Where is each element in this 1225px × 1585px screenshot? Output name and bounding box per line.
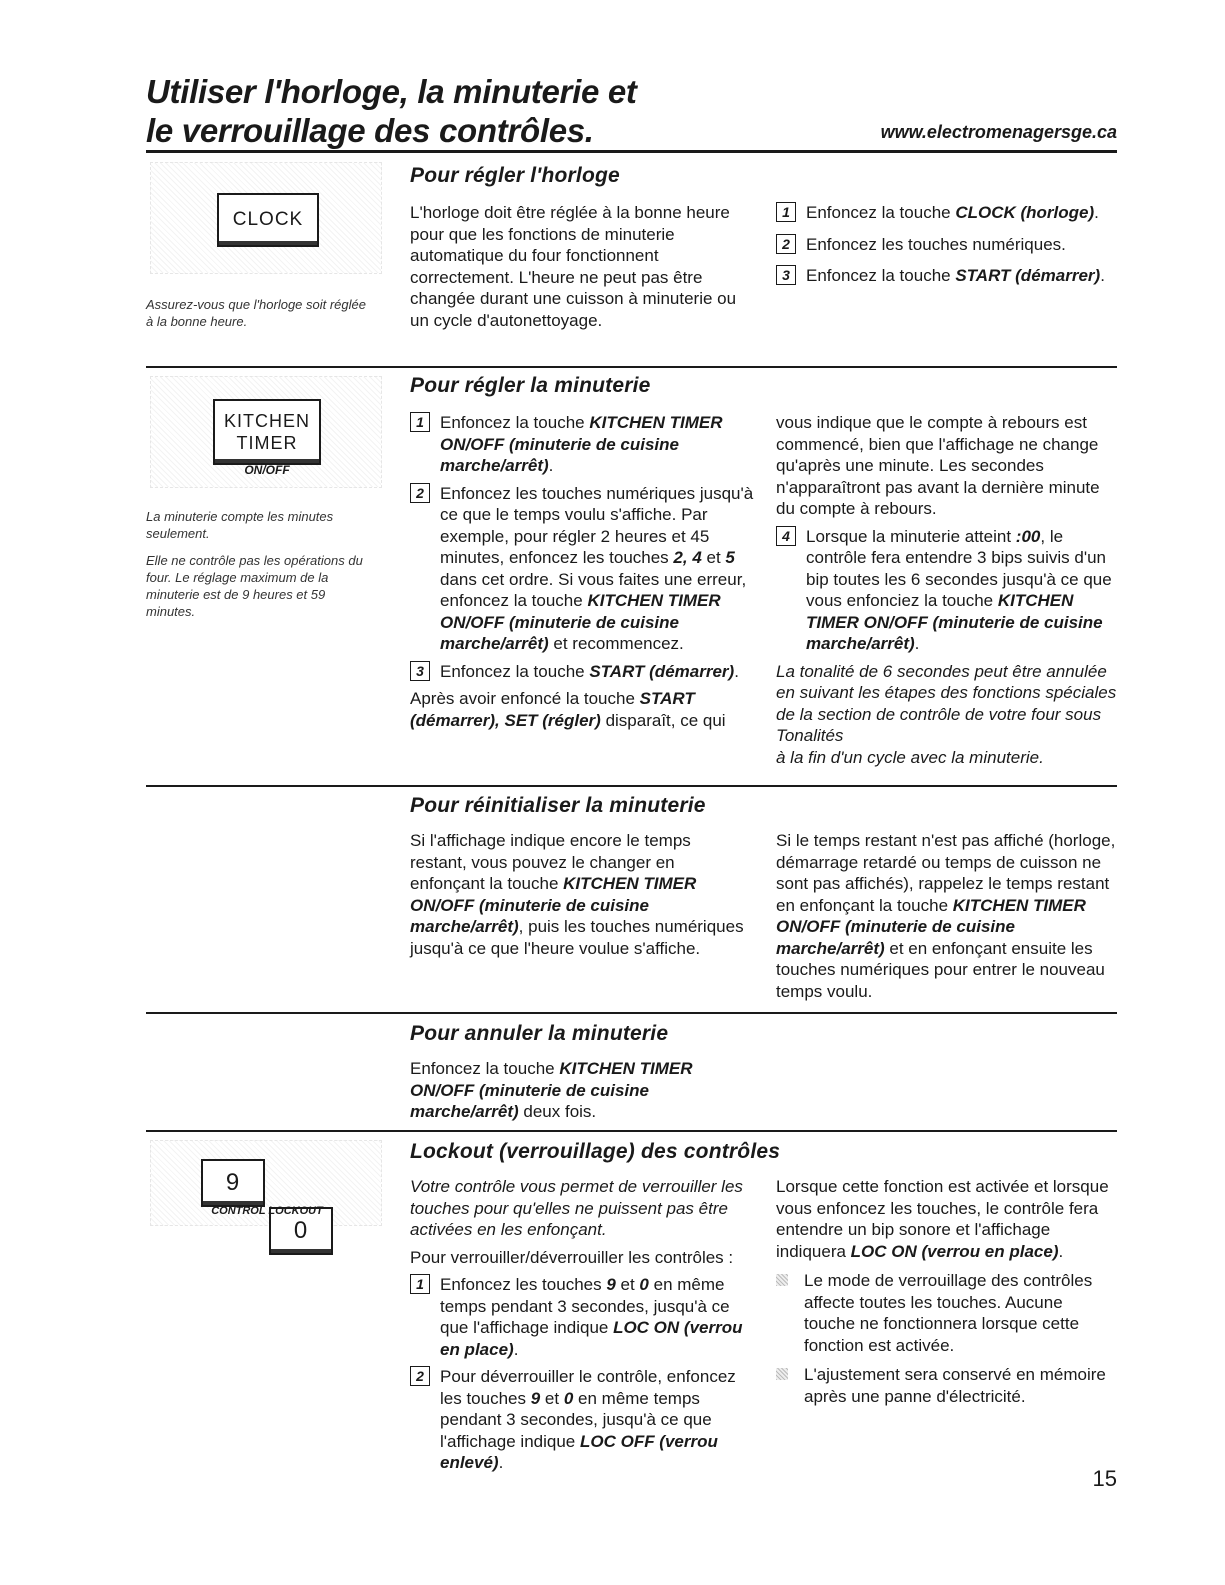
clock-key bbox=[217, 193, 319, 247]
step-number: 1 bbox=[410, 412, 430, 432]
clock-caption: Assurez-vous que l'horloge soit réglée à la bonne heure. bbox=[146, 297, 366, 329]
bullet-icon bbox=[776, 1368, 788, 1380]
kitchen-timer-key-illustration bbox=[150, 376, 382, 488]
clock-step-1: 1 Enfoncez la touche CLOCK (horloge). bbox=[776, 202, 1116, 224]
section-rule bbox=[146, 1012, 1117, 1014]
key-line-1: KITCHEN bbox=[223, 411, 310, 431]
timer-right-column: vous indique que le compte à rebours est commencé, bien que l'affichage ne change qu'après une minute. Les secondes n'apparaîtront pas avant la dernière minute du compte à rebours. 4 Lorsque la minuterie atteint :00, le contrôle fera entendre 3 bips suivis d'un bip toutes les 6 secondes jusqu'à ce que vous enfonciez la touche KITCHEN TIMER ON/OFF (minuterie de cuisine marche/arrêt). La tonalité de 6 secondes peut être annulée en suivant les étapes des fonctions spéciales de la section de contrôle de votre four sous Tonalités à la fin d'un cycle avec la minuterie. bbox=[776, 413, 1117, 767]
cancel-body: Enfoncez la touche KITCHEN TIMER ON/OFF (minuterie de cuisine marche/arrêt) deux fois. bbox=[410, 1059, 693, 1121]
clock-key-illustration bbox=[150, 162, 382, 274]
step-number: 2 bbox=[410, 1366, 430, 1386]
key-9 bbox=[201, 1159, 265, 1207]
kitchen-timer-sublabel: ON/OFF bbox=[244, 463, 290, 477]
kitchen-timer-key bbox=[213, 399, 321, 465]
reset-right: Si le temps restant n'est pas affiché (horloge, démarrage retardé ou temps de cuisson ne sont pas affichés), rappelez le temps restant en enfonçant la touche KITCHEN TIMER ON/OFF (minuterie de cuisine marche/arrêt) et en enfonçant ensuite les touches numériques pour entrer le nouveau temps voulu. bbox=[776, 831, 1116, 1001]
lockout-step-2: 2 Pour déverrouiller le contrôle, enfoncez les touches 9 et 0 en même temps pendant 3 secondes, jusqu'à ce que l'affichage indique LOC OFF (verrou enlevé). bbox=[410, 1366, 750, 1474]
lockout-step-1: 1 Enfoncez les touches 9 et 0 en même temps pendant 3 secondes, jusqu'à ce que l'affichage indique LOC ON (verrou en place). bbox=[410, 1274, 750, 1360]
timer-step-3: 3 Enfoncez la touche START (démarrer). bbox=[410, 661, 758, 683]
step-number: 3 bbox=[776, 265, 796, 285]
cancel-heading: Pour annuler la minuterie bbox=[410, 1022, 669, 1045]
header-rule bbox=[146, 150, 1117, 153]
website-url[interactable]: www.electromenagersge.ca bbox=[880, 122, 1117, 142]
clock-heading: Pour régler l'horloge bbox=[410, 164, 620, 187]
timer-steps bbox=[410, 412, 758, 731]
reset-left: Si l'affichage indique encore le temps restant, vous pouvez le changer en enfonçant la touche KITCHEN TIMER ON/OFF (minuterie de cuisine marche/arrêt), puis les touches numériques jusqu'à ce que l'heure voulue s'affiche. bbox=[410, 831, 744, 958]
timer-step-4: 4 Lorsque la minuterie atteint :00, le contrôle fera entendre 3 bips suivis d'un bip toutes les 6 secondes jusqu'à ce que vous enfonciez la touche KITCHEN TIMER ON/OFF (minuterie de cuisine marche/arrêt). bbox=[776, 526, 1118, 655]
control-lockout-sublabel: CONTROL LOCKOUT bbox=[211, 1205, 323, 1217]
timer-after-text: Après avoir enfoncé la touche START (démarrer), SET (régler) disparaît, ce qui bbox=[410, 689, 726, 730]
key-line-2: TIMER bbox=[236, 433, 298, 453]
lockout-left: Votre contrôle vous permet de verrouiller les touches pour qu'elles ne puissent pas être activées en les enfonçant. Pour verrouiller/déverrouiller les contrôles : 1 Enfoncez les touches 9 et 0 en même temps pendant 3 secondes, jusqu'à ce que l'affichage indique LOC ON (verrou en place). 2 Pour déverrouiller le contrôle, enfoncez les touches 9 et 0 en même temps pendant 3 secondes, jusqu'à ce que l'affichage indique LOC OFF (verrou enlevé). bbox=[410, 1176, 750, 1480]
bullet-icon bbox=[776, 1274, 788, 1286]
clock-step-2: 2 Enfoncez les touches numériques. bbox=[776, 234, 1116, 256]
lockout-right: Lorsque cette fonction est activée et lorsque vous enfoncez les touches, le contrôle fera entendre un bip sonore et l'affichage indiquera LOC ON (verrou en place). Le mode de verrouillage des contrôles affecte toutes les touches. Aucune touche ne fonctionnera lorsque cette fonction est activée. L'ajustement sera conservé en mémoire après une panne d'électricité. bbox=[776, 1176, 1118, 1413]
step-number: 1 bbox=[410, 1274, 430, 1294]
title-line-1: Utiliser l'horloge, la minuterie et bbox=[146, 73, 637, 110]
lockout-heading: Lockout (verrouillage) des contrôles bbox=[410, 1140, 781, 1163]
section-rule bbox=[146, 785, 1117, 787]
timer-heading: Pour régler la minuterie bbox=[410, 374, 651, 397]
control-lockout-key-illustration bbox=[150, 1140, 382, 1244]
clock-key-label: CLOCK bbox=[232, 209, 304, 230]
section-rule bbox=[146, 366, 1117, 368]
lockout-bullet-1: Le mode de verrouillage des contrôles affecte toutes les touches. Aucune touche ne fonctionnera lorsque cette fonction est activée. bbox=[776, 1270, 1118, 1356]
timer-step-2: 2 Enfoncez les touches numériques jusqu'à ce que le temps voulu s'affiche. Par exemple, pour régler 2 heures et 45 minutes, enfoncez les touches 2, 4 et 5 dans cet ordre. Si vous faites une erreur, enfoncez la touche KITCHEN TIMER ON/OFF (minuterie de cuisine marche/arrêt) et recommencez. bbox=[410, 483, 758, 655]
timer-step-1: 1 Enfoncez la touche KITCHEN TIMER ON/OFF (minuterie de cuisine marche/arrêt). bbox=[410, 412, 758, 477]
step-number: 3 bbox=[410, 661, 430, 681]
clock-body: L'horloge doit être réglée à la bonne heure pour que les fonctions de minuterie automatique du four fonctionnent correctement. L'heure ne peut pas être changée durant une cuisson à minuterie ou un cycle d'autonettoyage. bbox=[410, 203, 737, 330]
step-number: 2 bbox=[410, 483, 430, 503]
page-number: 15 bbox=[1092, 1466, 1117, 1491]
lockout-bullet-2: L'ajustement sera conservé en mémoire après une panne d'électricité. bbox=[776, 1364, 1118, 1407]
timer-caption: La minuterie compte les minutes seulement. Elle ne contrôle pas les opérations du four. Le réglage maximum de la minuterie est de 9 heures et 59 minutes. bbox=[146, 509, 363, 619]
step-number: 4 bbox=[776, 526, 796, 546]
timer-note: La tonalité de 6 secondes peut être annulée en suivant les étapes des fonctions spéciales de la section de contrôle de votre four sous Tonalités à la fin d'un cycle avec la minuterie. bbox=[776, 661, 1117, 767]
step-number: 1 bbox=[776, 202, 796, 222]
title-line-2: le verrouillage des contrôles. bbox=[146, 112, 594, 149]
section-rule bbox=[146, 1130, 1117, 1132]
step-number: 2 bbox=[776, 234, 796, 254]
key-0-label: 0 bbox=[293, 1217, 309, 1244]
clock-steps bbox=[776, 202, 1116, 293]
clock-step-3: 3 Enfoncez la touche START (démarrer). bbox=[776, 265, 1116, 287]
key-9-label: 9 bbox=[225, 1169, 241, 1196]
reset-heading: Pour réinitialiser la minuterie bbox=[410, 794, 706, 817]
page-title bbox=[146, 72, 637, 150]
